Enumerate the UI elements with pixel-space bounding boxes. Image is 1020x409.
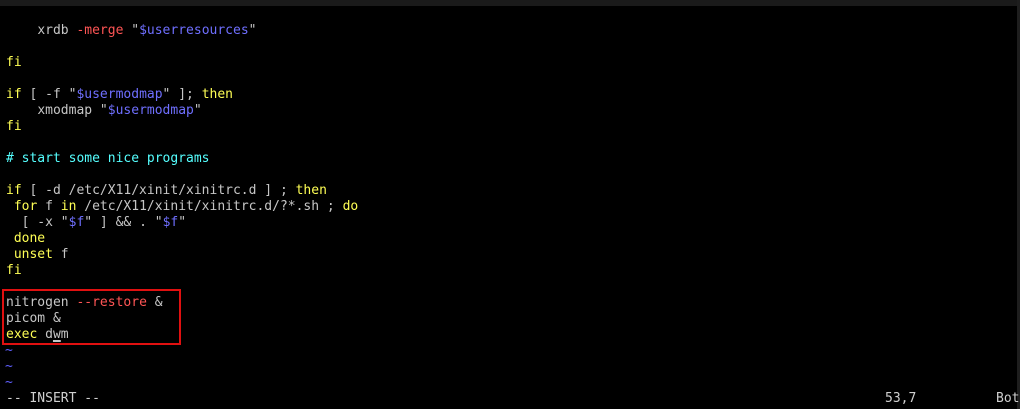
code-comment: # start some nice programs xyxy=(6,151,210,166)
cursor-position: 53,7 xyxy=(885,391,917,406)
kw-then: then xyxy=(295,183,327,198)
code-line-if-usermodmap xyxy=(6,87,233,103)
var-userresources: $userresources xyxy=(139,23,249,38)
code-line-test-exec xyxy=(6,215,186,231)
code-line-unset xyxy=(6,247,69,263)
kw-then: then xyxy=(201,87,233,102)
empty-line-tilde: ~ xyxy=(5,375,13,390)
code-line-fi: fi xyxy=(6,119,22,134)
kw-for: for xyxy=(13,199,38,214)
code-line-if-xinitrc xyxy=(6,183,327,199)
quote: " xyxy=(178,215,187,230)
kw-if: if xyxy=(6,87,22,102)
cmd-xrdb: xrdb xyxy=(37,23,69,38)
cmd-picom: picom xyxy=(6,311,46,326)
path-glob: /etc/X11/xinit/xinitrc.d/?*.sh ; xyxy=(84,199,335,214)
var-f: f xyxy=(60,247,69,262)
var-usermodmap: $usermodmap xyxy=(107,103,194,118)
code-line-fi: fi xyxy=(6,263,22,278)
cmd-dwm-part: d xyxy=(45,327,53,342)
var-f: $f xyxy=(68,215,85,230)
quote: " xyxy=(193,103,202,118)
code-line-done xyxy=(6,231,45,247)
test-expr: [ -f " xyxy=(29,87,77,102)
mode-indicator: -- INSERT -- xyxy=(6,391,100,406)
test-expr: [ -d /etc/X11/xinit/xinitrc.d ] ; xyxy=(29,183,288,198)
code-line-xmodmap xyxy=(6,103,202,119)
cmd-nitrogen: nitrogen xyxy=(6,295,69,310)
code-line-for xyxy=(6,199,358,215)
var-f: $f xyxy=(162,215,179,230)
cmd-dwm-part: m xyxy=(60,327,69,342)
quote: " xyxy=(248,23,257,38)
kw-exec: exec xyxy=(6,327,38,342)
flag-merge: -merge xyxy=(76,23,124,38)
test-expr: [ -x " xyxy=(21,215,69,230)
kw-done: done xyxy=(13,231,46,246)
code-line-fi: fi xyxy=(6,55,22,70)
text-cursor[interactable]: w xyxy=(52,327,61,342)
kw-unset: unset xyxy=(13,247,53,262)
kw-in: in xyxy=(60,199,77,214)
highlight-annotation-box xyxy=(2,289,181,345)
empty-line-tilde: ~ xyxy=(5,359,13,374)
var-f: f xyxy=(45,199,53,214)
test-source: " ] && . " xyxy=(84,215,163,230)
kw-if: if xyxy=(6,183,22,198)
var-usermodmap: $usermodmap xyxy=(76,87,163,102)
cmd-xmodmap: xmodmap " xyxy=(37,103,108,118)
terminal-top-bar xyxy=(0,0,1020,6)
empty-line-tilde: ~ xyxy=(5,343,13,358)
kw-do: do xyxy=(342,199,359,214)
background-amp: & xyxy=(52,311,61,326)
background-amp: & xyxy=(154,295,163,310)
quote: " xyxy=(131,23,140,38)
code-line-xrdb xyxy=(6,23,256,39)
test-end: " ]; xyxy=(162,87,194,102)
scroll-position: Bot xyxy=(996,391,1020,406)
flag-restore: --restore xyxy=(76,295,147,310)
